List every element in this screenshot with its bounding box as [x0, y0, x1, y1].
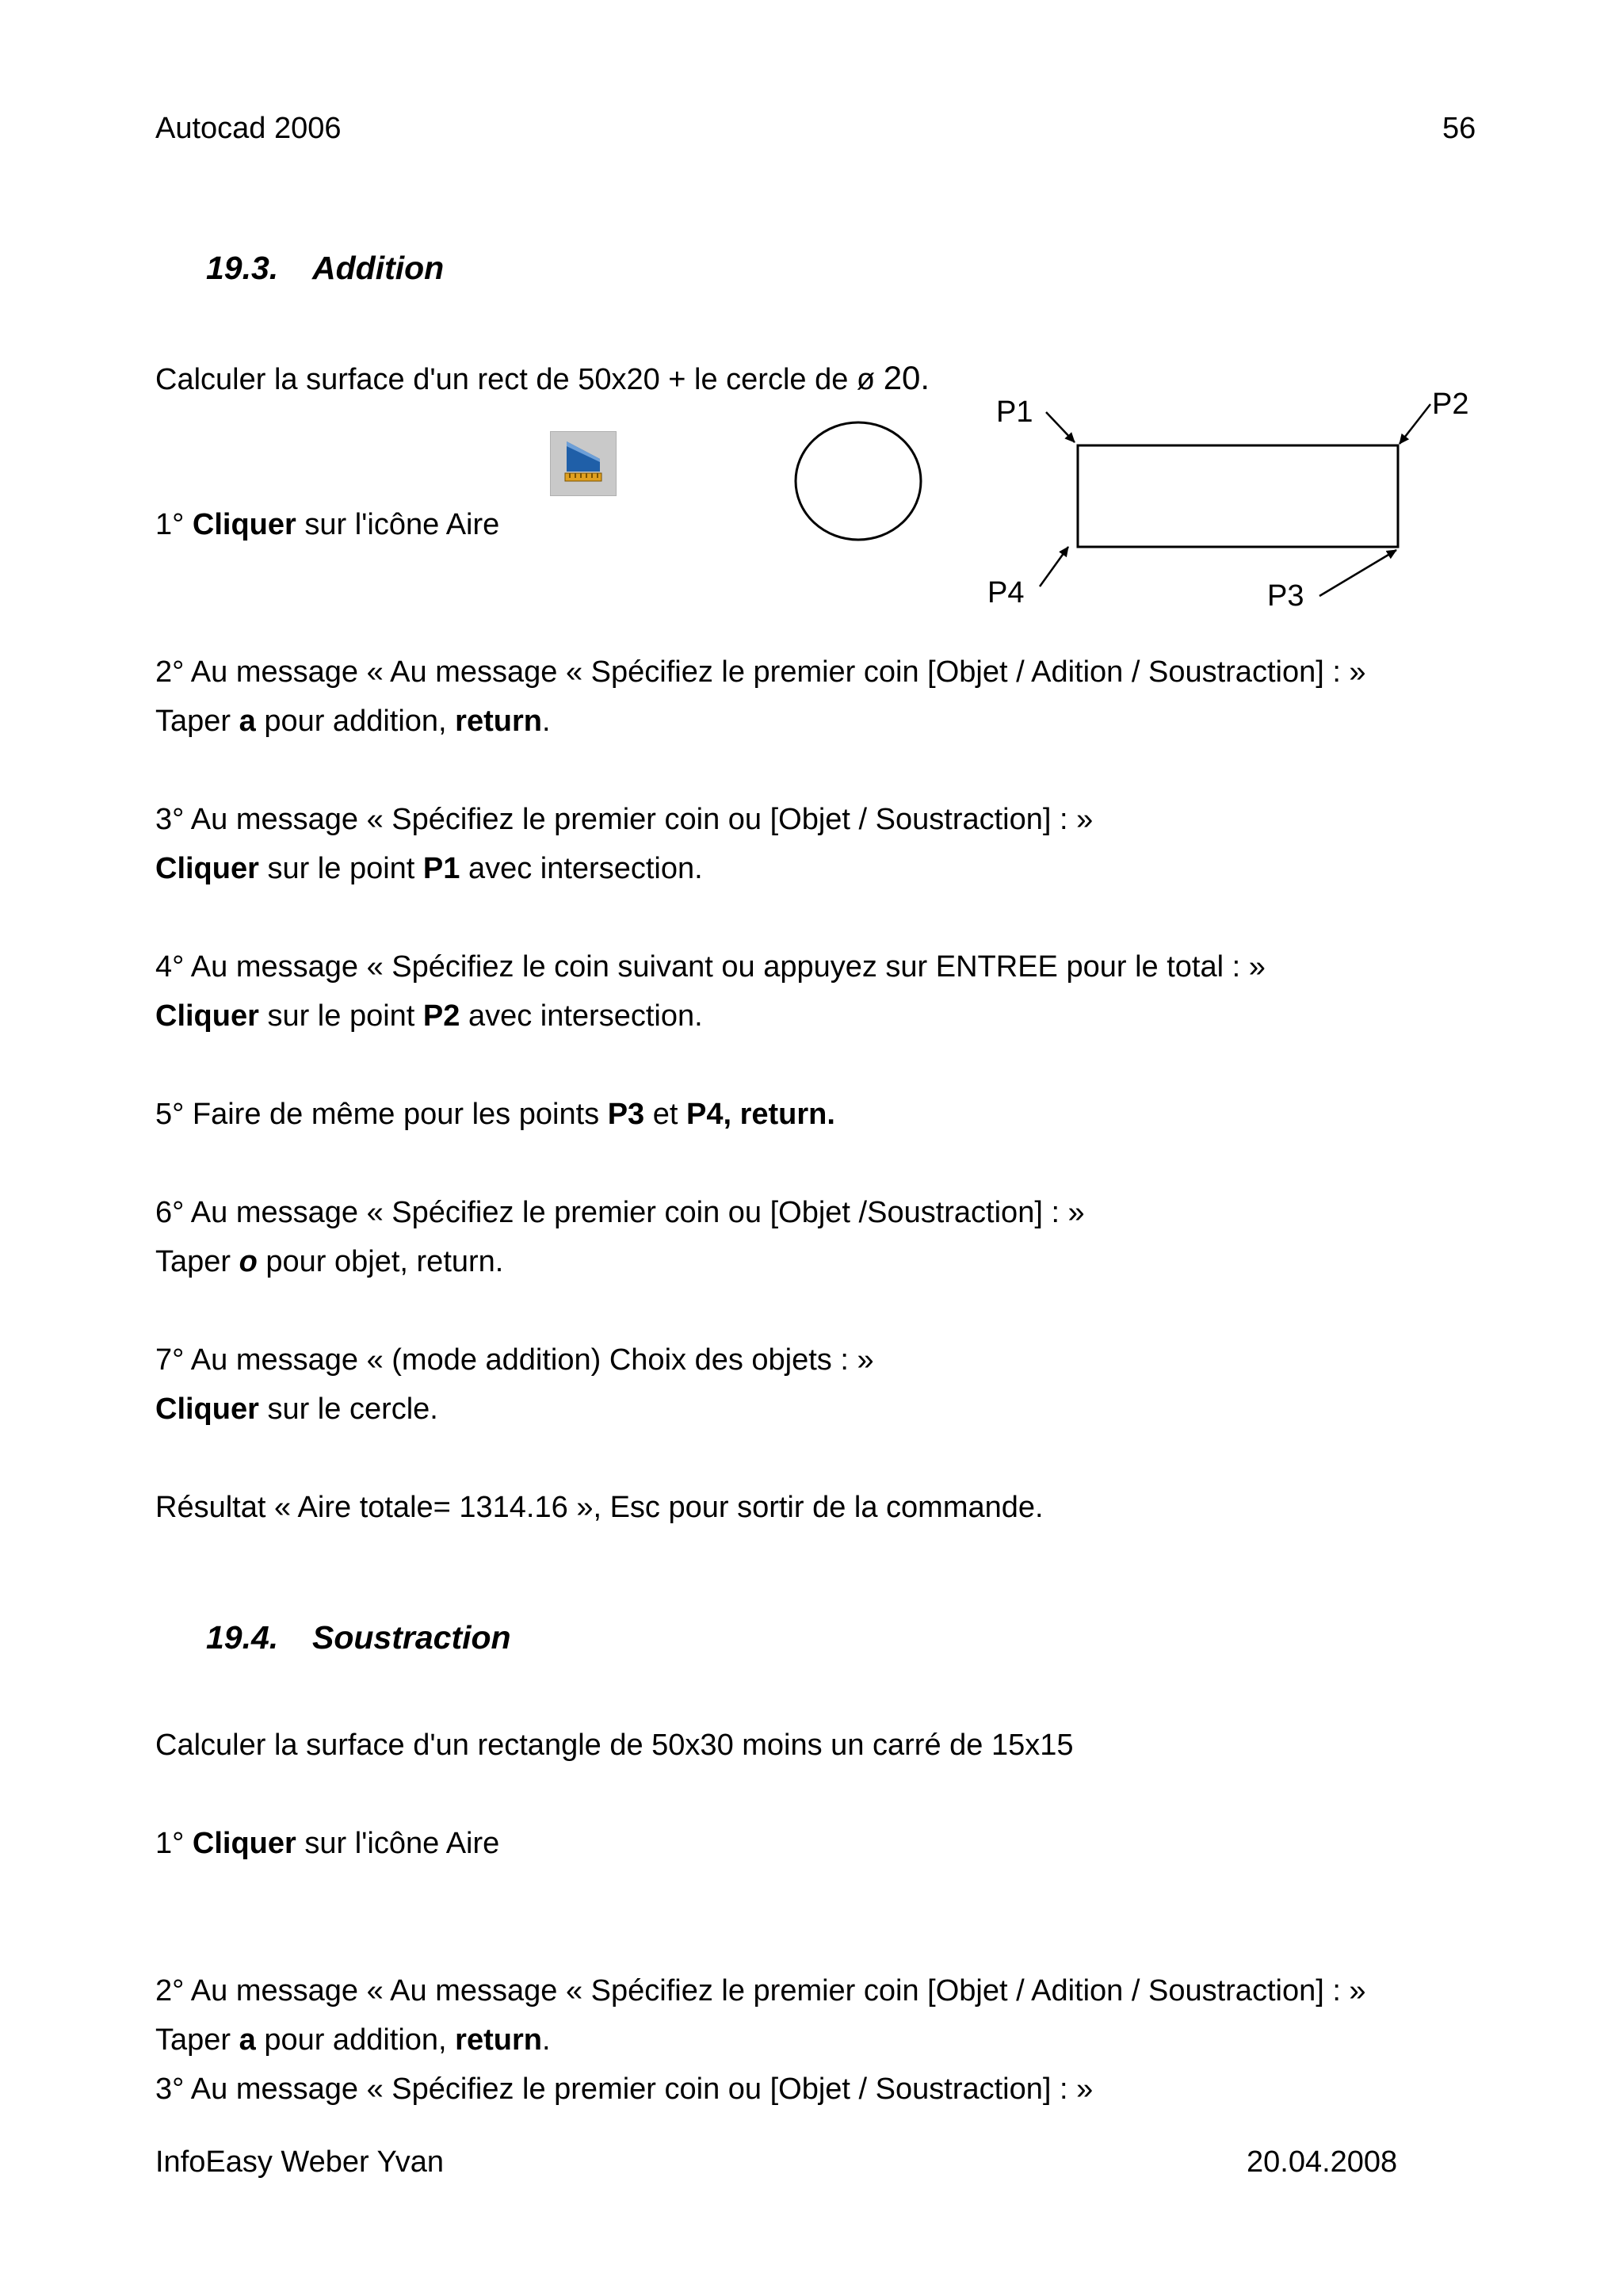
- intro-text: Calculer la surface d'un rect de 50x20 + le cercle de ø: [155, 363, 884, 396]
- footer-author: InfoEasy Weber Yvan: [155, 2145, 445, 2179]
- arrow-p4: [1040, 547, 1068, 586]
- area-figure: [0, 0, 1623, 650]
- section-number: 19.3.: [206, 250, 279, 286]
- soustraction-step-2-action: Taper a pour addition, return.: [155, 2023, 551, 2057]
- section-title: Addition: [312, 250, 445, 286]
- section-heading-soustraction: [206, 1618, 511, 1657]
- soustraction-step-3-message: 3° Au message « Spécifiez le premier coin ou [Objet / Soustraction] : »: [155, 2073, 1094, 2106]
- addition-step-6-action: Taper o pour objet, return.: [155, 1245, 504, 1278]
- section-number: 19.4.: [206, 1619, 279, 1656]
- addition-step-7-message: 7° Au message « (mode addition) Choix des objets : »: [155, 1343, 874, 1377]
- addition-step-3-action: Cliquer sur le point P1 avec intersection.: [155, 852, 703, 885]
- addition-step-5: 5° Faire de même pour les points P3 et P4, return.: [155, 1098, 835, 1131]
- circle-shape: [796, 422, 921, 540]
- footer-date: 20.04.2008: [1247, 2145, 1398, 2179]
- addition-step-4-action: Cliquer sur le point P2 avec intersection.: [155, 999, 703, 1033]
- label-p3: P3: [1267, 579, 1304, 613]
- addition-step-2-action: Taper a pour addition, return.: [155, 705, 551, 738]
- arrow-p3: [1319, 550, 1396, 596]
- addition-step-6-message: 6° Au message « Spécifiez le premier coin ou [Objet /Soustraction] : »: [155, 1196, 1085, 1229]
- addition-step-4-message: 4° Au message « Spécifiez le coin suivant ou appuyez sur ENTREE pour le total : »: [155, 950, 1266, 984]
- page-number: 56: [1442, 112, 1476, 145]
- arrow-p2: [1400, 404, 1430, 444]
- label-p1: P1: [996, 395, 1033, 429]
- arrow-p1: [1046, 412, 1075, 442]
- section-title: Soustraction: [312, 1619, 511, 1656]
- addition-step-3-message: 3° Au message « Spécifiez le premier coin ou [Objet / Soustraction] : »: [155, 803, 1094, 836]
- addition-result: Résultat « Aire totale= 1314.16 », Esc pour sortir de la commande.: [155, 1491, 1044, 1524]
- soustraction-step-1: 1° Cliquer sur l'icône Aire: [155, 1827, 500, 1860]
- addition-step-1: 1° Cliquer sur l'icône Aire: [155, 508, 500, 541]
- soustraction-intro: Calculer la surface d'un rectangle de 50x30 moins un carré de 15x15: [155, 1729, 1074, 1762]
- label-p2: P2: [1432, 388, 1469, 421]
- label-p4: P4: [987, 576, 1025, 609]
- intro-diameter: 20.: [883, 359, 930, 396]
- addition-step-2-message: 2° Au message « Au message « Spécifiez le premier coin [Objet / Adition / Soustraction] : »: [155, 655, 1366, 689]
- rectangle-shape: [1078, 445, 1398, 547]
- addition-step-7-action: Cliquer sur le cercle.: [155, 1392, 438, 1426]
- soustraction-step-2-message: 2° Au message « Au message « Spécifiez le premier coin [Objet / Adition / Soustraction] : »: [155, 1974, 1366, 2008]
- header-title: Autocad 2006: [155, 112, 342, 145]
